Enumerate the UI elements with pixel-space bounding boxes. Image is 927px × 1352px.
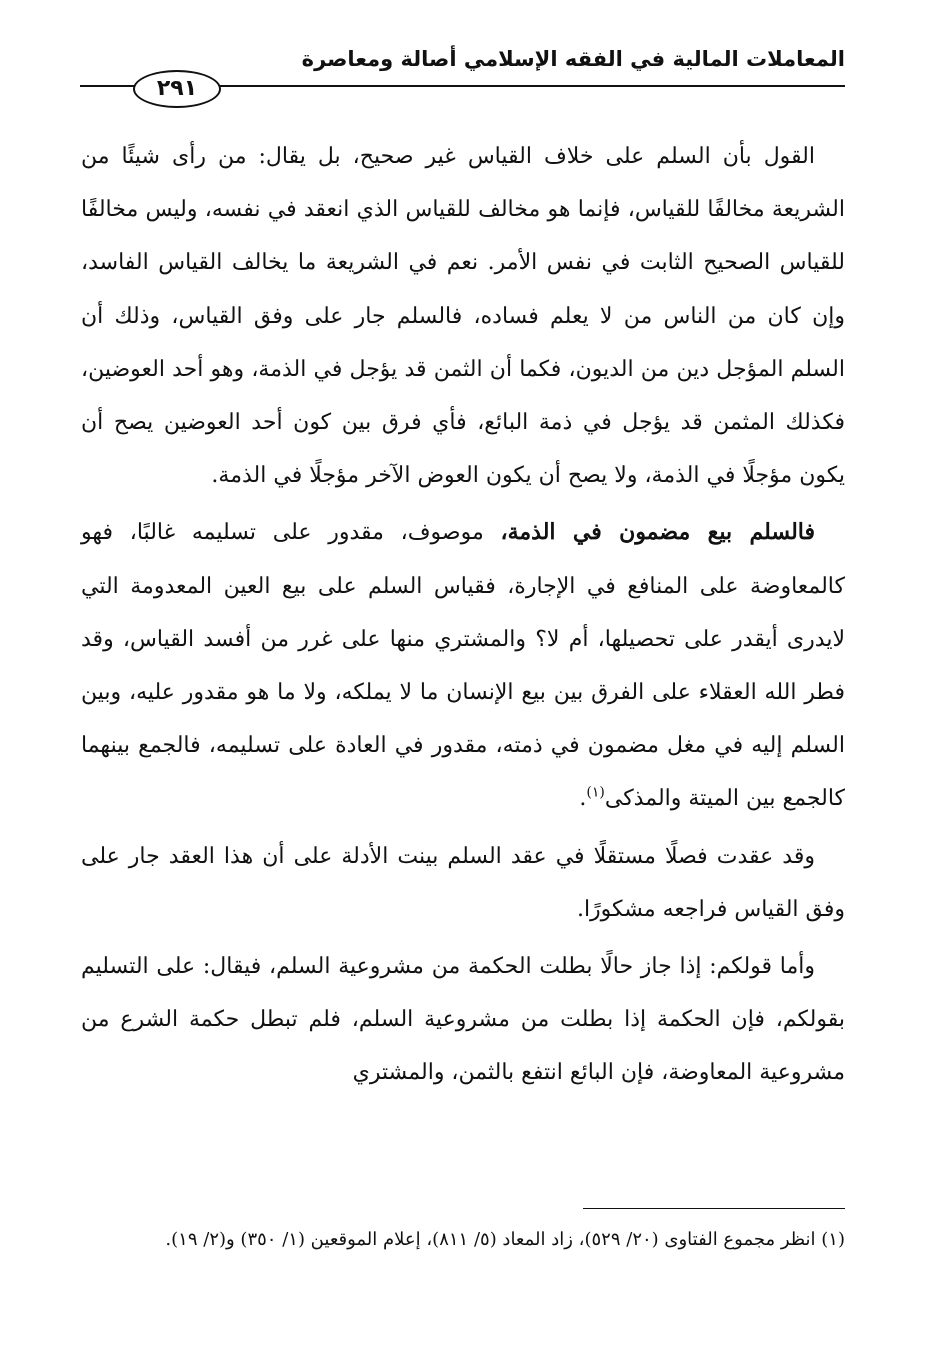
paragraph-2-lead: فالسلم بيع مضمون في الذمة، bbox=[500, 519, 815, 546]
paragraph-4: وأما قولكم: إذا جاز حالًا بطلت الحكمة من مشروعية السلم، فيقال: على التسليم بقولكم، فإن الحكمة إذا بطلت من مشروعية السلم، فلم تبطل حكمة الشرع من مشروعية المعاوضة، فإن البائع انتفع بالثمن، والمشتري bbox=[81, 954, 845, 1086]
page-number: ٢٩١ bbox=[133, 70, 221, 108]
running-title: المعاملات المالية في الفقه الإسلامي أصالة ومعاصرة bbox=[301, 47, 845, 71]
paragraph-2-text: موصوف، مقدور على تسليمه غالبًا، فهو كالمعاوضة على المنافع في الإجارة، فقياس السلم على بيع العين المعدومة التي لايدرى أيقدر على تحصيلها، أم لا؟ والمشتري منها على غرر من أفسد القياس، وقد فطر الله العقلاء على الفرق بين بيع الإنسان ما لا يملكه، ولا ما هو مقدور عليه، وبين السلم إليه في مغل مضمون في ذمته، مقدور في العادة على تسليمه، فالجمع بينهما كالجمع بين الميتة والمذكى bbox=[81, 520, 845, 812]
paragraph-2-tail: . bbox=[579, 786, 587, 812]
paragraph-3: وقد عقدت فصلًا مستقلًا في عقد السلم بينت الأدلة على أن هذا العقد جار على وفق القياس فراجعه مشكورًا. bbox=[81, 843, 845, 922]
body-text bbox=[81, 130, 845, 1100]
footnote-reference: (١) bbox=[586, 785, 605, 802]
footnote-1: (١) انظر مجموع الفتاوى (٢٠/ ٥٢٩)، زاد المعاد (٥/ ٨١١)، إعلام الموقعين (١/ ٣٥٠) و(٢/ ١٩). bbox=[165, 1229, 845, 1250]
footnote-rule bbox=[583, 1208, 845, 1209]
paragraph-2 bbox=[81, 506, 845, 825]
paragraph-1: القول بأن السلم على خلاف القياس غير صحيح، بل يقال: من رأى شيئًا من الشريعة مخالفًا للقياس، فإنما هو مخالف للقياس الذي انعقد في نفسه، وليس مخالفًا للقياس الصحيح الثابت في نفس الأمر. نعم في الشريعة ما يخالف القياس الفاسد، وإن كان من الناس من لا يعلم فساده، فالسلم جار على وفق القياس، وذلك أن السلم المؤجل دين من الديون، فكما أن الثمن قد يؤجل في الذمة، وهو أحد العوضين، فكذلك المثمن قد يؤجل في ذمة البائع، فأي فرق بين كون أحد العوضين يصح أن يكون مؤجلًا في الذمة، ولا يصح أن يكون العوض الآخر مؤجلًا في الذمة. bbox=[81, 144, 845, 489]
